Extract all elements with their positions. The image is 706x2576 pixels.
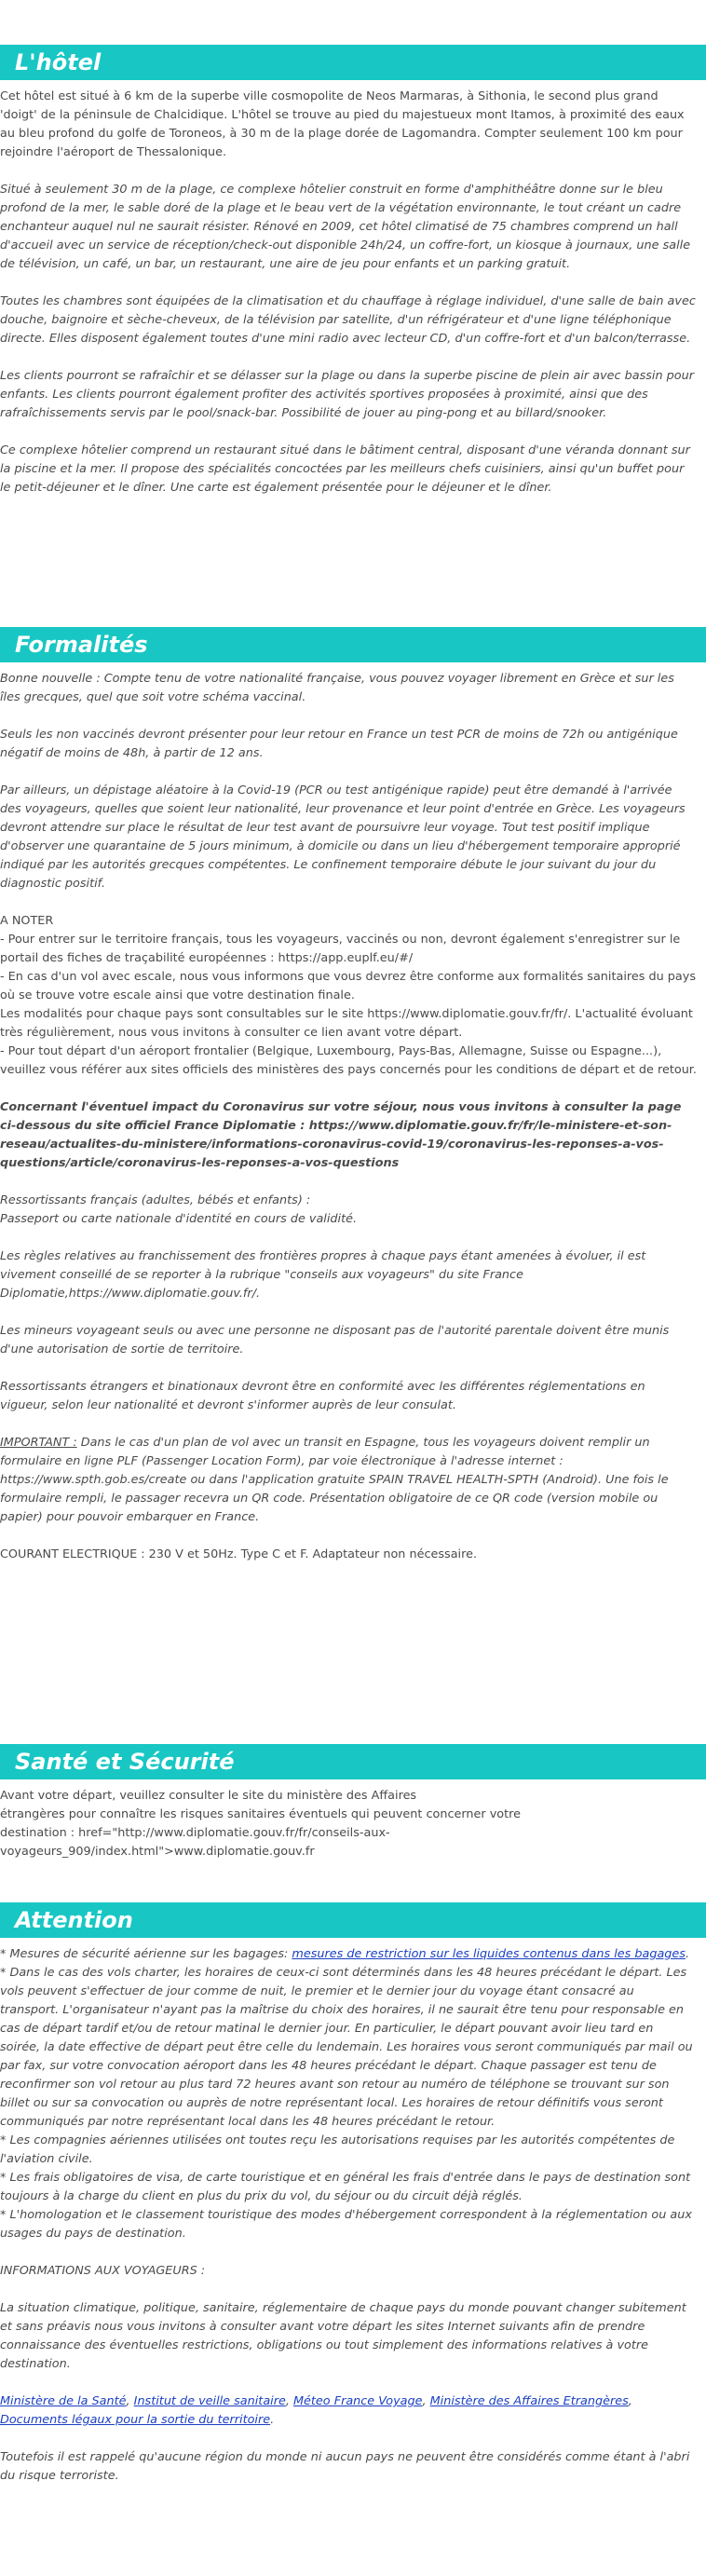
attention-content [0, 1938, 706, 2486]
hotel-paragraph-1: Cet hôtel est situé à 6 km de la superbe ville cosmopolite de Neos Marmaras, à Sithonia, le second plus grand 'doigt' de la péninsule de Chalcidique. L'hôtel se trouve au pied du majestueux mont Itamos, à proximité des eaux au bleu profond du golfe de Toroneos, à 30 m de la plage dorée de Lagomandra. Compter seulement 100 km pour rejoindre l'aéroport de Thessalonique. [0, 89, 685, 159]
important-label: IMPORTANT : [0, 1436, 77, 1450]
a-noter-block: A NOTER - Pour entrer sur le territoire français, tous les voyageurs, vaccinés ou non, devront également s'enregistrer sur le portail des fiches de traçabilité européennes : https://app.euplf.eu/#/ - En cas d'un vol avec escale, nous vous informons que vous devrez être conforme aux formalités sanitaires du pays où se trouve votre escale ainsi que votre destination finale. Les modalités pour chaque pays sont consultables sur le site https://www.diplomatie.gouv.fr/fr/. L'actualité évoluant très régulièrement, nous vous invitons à consulter ce lien avant votre départ. - Pour tout départ d'un aéroport frontalier (Belgique, Luxembourg, Pays-Bas, Allemagne, Suisse ou Espagne...), veuillez vous référer aux sites officiels des ministères des pays concernés pour les conditions de départ et de retour. [0, 914, 697, 1077]
formalites-paragraph-3: Par ailleurs, un dépistage aléatoire à la Covid-19 (PCR ou test antigénique rapide) peut être demandé à l'arrivée des voyageurs, quelles que soient leur nationalité, leur provenance et leur point d'entrée en Grèce. Les voyageurs devront attendre sur place le résultat de leur test avant de poursuivre leur voyage. Tout test positif implique d'observer une quarantaine de 5 jours minimum, à domicile ou dans un lieu d'hébergement temporaire approprié indiqué par les autorités grecques compétentes. Le confinement temporaire débute le jour suivant du jour du diagnostic positif. [0, 784, 686, 891]
hotel-section [0, 45, 706, 516]
link-separator: , [422, 2394, 430, 2408]
hotel-paragraph-4: Les clients pourront se rafraîchir et se délasser sur la plage ou dans la superbe piscine de plein air avec bassin pour enfants. Les clients pourront également profiter des activités sportives proposées à proximité, ainsi que des rafraîchissements servis par le pool/snack-bar. Possibilité de jouer au ping-pong et au billard/snooker. [0, 369, 694, 420]
formalites-paragraph-4: Ressortissants français (adultes, bébés et enfants) : Passeport ou carte nationale d'identité en cours de validité. [0, 1193, 358, 1226]
sante-section [0, 1744, 706, 1880]
formalites-paragraph-7: Ressortissants étrangers et binationaux devront être en conformité avec les différentes réglementations en vigueur, selon leur nationalité et devront s'informer auprès de leur consulat. [0, 1380, 645, 1412]
important-paragraph [0, 1434, 697, 1527]
attention-section [0, 1902, 706, 2504]
attention-bullet-3: * Les compagnies aériennes utilisées ont toutes reçu les autorisations requises par les autorités compétentes de l'aviation civile. [0, 2133, 675, 2166]
link-documents-legaux[interactable]: Documents légaux pour la sortie du territoire [0, 2413, 271, 2427]
coronavirus-notice: Concernant l'éventuel impact du Coronavirus sur votre séjour, nous vous invitons à consulter la page ci-dessous du site officiel France Diplomatie : https://www.diplomatie.gouv.fr/fr/le-ministere-et-son-reseau/actualites-du-ministere/informations-coronavirus-covid-19/coronavirus-les-reponses-a-vos-questions/article/coronavirus-les-reponses-a-vos-questions [0, 1100, 682, 1170]
formalites-header-bar [0, 627, 706, 662]
attention-bullet-2: * Dans le cas des vols charter, les horaires de ceux-ci sont déterminés dans les 48 heures précédant le départ. Les vols peuvent s'effectuer de jour comme de nuit, le premier et le dernier jour du voyage étant consacré au transport. L'organisateur n'ayant pas la maîtrise du choix des horaires, il ne saurait être tenu pour responsable en cas de départ tardif et/ou de retour matinal le dernier jour. En particulier, le départ pouvant avoir lieu tard en soirée, la date effective de départ peut être celle du lendemain. Les horaires vous seront communiqués par mail ou par fax, sur votre convocation aéroport dans les 48 heures précédant le départ. Chaque passager est tenu de reconfirmer son vol retour au plus tard 72 heures avant son retour au numéro de téléphone se trouvant sur son billet ou sur sa convocation ou auprès de notre représentant local. Les horaires de retour définitifs vous seront communiqués par notre représentant local dans les 48 heures précédant le retour. [0, 1966, 693, 2129]
liquids-restriction-link[interactable]: mesures de restriction sur les liquides contenus dans les bagages [292, 1947, 686, 1961]
formalites-paragraph-6: Les mineurs voyageant seuls ou avec une personne ne disposant pas de l'autorité parentale doivent être munis d'une autorisation de sortie de territoire. [0, 1324, 670, 1356]
hotel-paragraph-2: Situé à seulement 30 m de la plage, ce complexe hôtelier construit en forme d'amphithéâtre donne sur le bleu profond de la mer, le sable doré de la plage et le beau vert de la végétation environnante, le tout créant un cadre enchanteur auquel nul ne saurait résister. Rénové en 2009, cet hôtel climatisé de 75 chambres comprend un hall d'accueil avec un service de réception/check-out disponible 24h/24, un coffre-fort, un kiosque à journaux, une salle de télévision, un café, un bar, un restaurant, une aire de jeu pour enfants et un parking gratuit. [0, 183, 691, 271]
sante-content [0, 1779, 706, 1861]
link-meteo-france-voyage[interactable]: Méteo France Voyage [293, 2394, 423, 2408]
hotel-header-bar [0, 45, 706, 80]
info-voyageurs-text: La situation climatique, politique, sanitaire, réglementaire de chaque pays du monde pouvant changer subitement et sans préavis nous vous invitons à consulter avant votre départ les sites Internet suivants afin de prendre connaissance des éventuelles restrictions, obligations ou tout simplement des informations relatives à votre destination. [0, 2301, 686, 2371]
hotel-paragraph-5: Ce complexe hôtelier comprend un restaurant situé dans le bâtiment central, disposant d'une véranda donnant sur la piscine et la mer. Il propose des spécialités concoctées par les meilleurs chefs cuisiniers, ainsi qu'un buffet pour le petit-déjeuner et le dîner. Une carte est également présentée pour le déjeuner et le dîner. [0, 443, 690, 495]
hotel-content [0, 80, 706, 497]
attention-bullet-4: * Les frais obligatoires de visa, de carte touristique et en général les frais d'entrée dans le pays de destination sont toujours à la charge du client en plus du prix du vol, du séjour ou du circuit déjà réglés. [0, 2171, 691, 2203]
attention-bullet-1 [0, 1945, 697, 1964]
link-ministere-sante[interactable]: Ministère de la Santé [0, 2394, 127, 2408]
link-separator: . [270, 2413, 275, 2427]
useful-links [0, 2392, 697, 2430]
attention-title: Attention [15, 1907, 133, 1933]
link-separator: , [126, 2394, 134, 2408]
formalites-paragraph-5: Les règles relatives au franchissement des frontières propres à chaque pays étant amenées à évoluer, il est vivement conseillé de se reporter à la rubrique "conseils aux voyageurs" du site France Diplomatie,https://www.diplomatie.gouv.fr/. [0, 1249, 646, 1301]
link-separator: , [628, 2394, 632, 2408]
link-separator: , [285, 2394, 293, 2408]
courant-electrique: COURANT ELECTRIQUE : 230 V et 50Hz. Type C et F. Adaptateur non nécessaire. [0, 1547, 478, 1561]
sante-title: Santé et Sécurité [15, 1749, 235, 1775]
formalites-title: Formalités [15, 632, 148, 658]
attention-bullet-5: * L'homologation et le classement touristique des modes d'hébergement correspondent à la réglementation ou aux usages du pays de destination. [0, 2208, 692, 2241]
formalites-content [0, 662, 706, 1564]
terrorism-notice: Toutefois il est rappelé qu'aucune région du monde ni aucun pays ne peuvent être considérés comme étant à l'abri du risque terroriste. [0, 2450, 690, 2483]
sante-header-bar [0, 1744, 706, 1779]
link-institut-veille-sanitaire[interactable]: Institut de veille sanitaire [133, 2394, 286, 2408]
attention-bullet-1-suffix: . [685, 1947, 690, 1961]
formalites-paragraph-2: Seuls les non vaccinés devront présenter pour leur retour en France un test PCR de moins de 72h ou antigénique négatif de moins de 48h, à partir de 12 ans. [0, 728, 678, 760]
formalites-paragraph-1: Bonne nouvelle : Compte tenu de votre nationalité française, vous pouvez voyager librement en Grèce et sur les îles grecques, quel que soit votre schéma vaccinal. [0, 672, 674, 704]
attention-header-bar [0, 1902, 706, 1938]
important-text: Dans le cas d'un plan de vol avec un transit en Espagne, tous les voyageurs doivent remplir un formulaire en ligne PLF (Passenger Location Form), par voie électronique à l'adresse internet : https://www.spth.gob.es/create ou dans l'application gratuite SPAIN TRAVEL HEALTH-SPTH (Android). Une fois le formulaire rempli, le passager recevra un QR code. Présentation obligatoire de ce QR code (version mobile ou papier) pour pouvoir embarquer en France. [0, 1436, 669, 1524]
hotel-title: L'hôtel [15, 49, 102, 75]
hotel-paragraph-3: Toutes les chambres sont équipées de la climatisation et du chauffage à réglage individuel, d'une salle de bain avec douche, baignoire et sèche-cheveux, de la télévision par satellite, d'un réfrigérateur et d'une ligne téléphonique directe. Elles disposent également toutes d'une mini radio avec lecteur CD, d'un coffre-fort et d'un balcon/terrasse. [0, 294, 696, 346]
info-voyageurs-heading: INFORMATIONS AUX VOYAGEURS : [0, 2264, 206, 2278]
link-affaires-etrangeres[interactable]: Ministère des Affaires Etrangères [429, 2394, 629, 2408]
sante-text: Avant votre départ, veuillez consulter le site du ministère des Affaires étrangères pour connaître les risques sanitaires éventuels qui peuvent concerner votre destination : href="http://www.diplomatie.gouv.fr/fr/conseils-aux-voyageurs_909/index.html">www.diplomatie.gouv.fr [0, 1789, 522, 1859]
formalites-section [0, 627, 706, 1583]
attention-bullet-1-prefix: * Mesures de sécurité aérienne sur les bagages: [0, 1947, 292, 1961]
